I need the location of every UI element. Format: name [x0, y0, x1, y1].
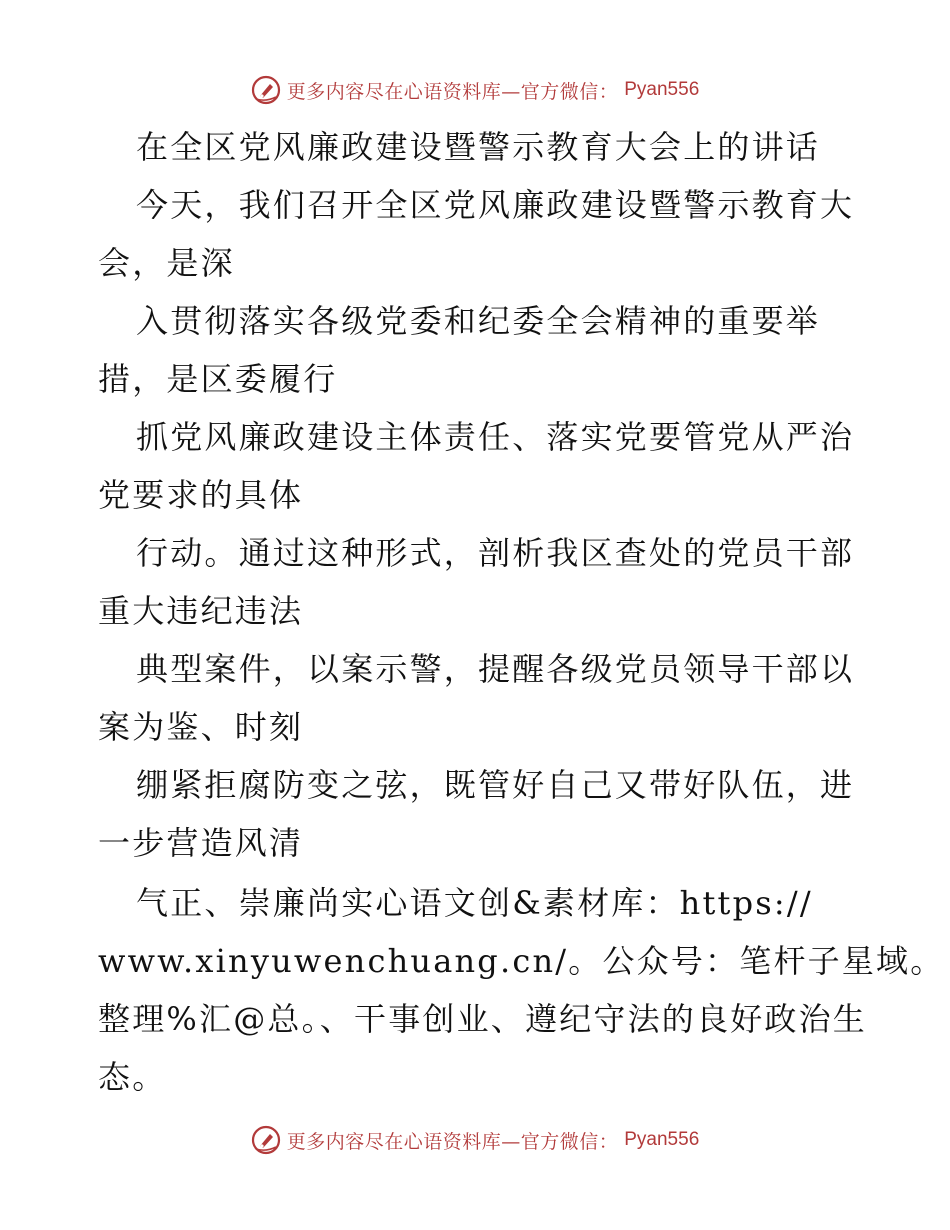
paragraph-line: 抓党风廉政建设主体责任、落实党要管党从严治 — [136, 418, 855, 456]
banner-contact: Pyan556 — [624, 79, 700, 100]
paragraph-line: 绷紧拒腐防变之弦，既管好自己又带好队伍，进 — [136, 766, 855, 804]
footer-banner — [0, 1120, 950, 1160]
paragraph-line: 措，是区委履行 — [98, 360, 338, 398]
paragraph-line: 会，是深 — [98, 244, 235, 282]
paragraph-line: 今天，我们召开全区党风廉政建设暨警示教育大 — [136, 186, 855, 224]
paragraph-line: 典型案件，以案示警，提醒各级党员领导干部以 — [136, 650, 855, 688]
paragraph-line: 行动。通过这种形式，剖析我区查处的党员干部 — [136, 534, 855, 572]
paragraph-line: 党要求的具体 — [98, 476, 304, 514]
paragraph-line: 入贯彻落实各级党委和纪委全会精神的重要举 — [136, 302, 821, 340]
paragraph-line: 案为鉴、时刻 — [98, 708, 304, 746]
pen-nib-logo-icon — [251, 75, 281, 105]
banner-contact: Pyan556 — [624, 1129, 700, 1150]
banner-text: 更多内容尽在心语资料库—官方微信： — [286, 1130, 619, 1153]
paragraph-line: 整理%汇@总。、干事创业、遵纪守法的良好政治生 — [98, 1000, 868, 1038]
header-banner — [0, 70, 950, 110]
pen-nib-logo-icon — [251, 1125, 281, 1155]
banner-text: 更多内容尽在心语资料库—官方微信： — [286, 80, 619, 103]
paragraph-line: 气正、崇廉尚实心语文创&素材库：https:// — [136, 884, 813, 922]
paragraph-line: 重大违纪违法 — [98, 592, 304, 630]
paragraph-line: 态。 — [98, 1058, 167, 1096]
paragraph-line: 一步营造风清 — [98, 824, 304, 862]
paragraph-line: www.xinyuwenchuang.cn/。公众号：笔杆子星域。 — [98, 942, 945, 980]
document-title: 在全区党风廉政建设暨警示教育大会上的讲话 — [136, 128, 821, 166]
